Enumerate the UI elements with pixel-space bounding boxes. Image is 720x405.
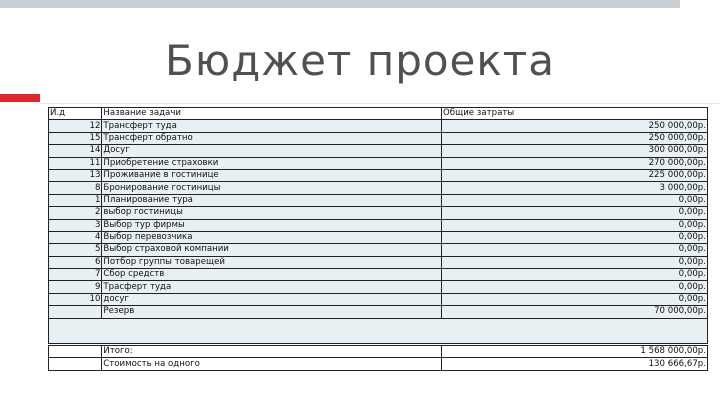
row-id: 5 [49,244,102,256]
accent-bar-red [0,94,40,102]
table-row [49,281,708,293]
row-cost: 3 000,00р. [442,182,708,194]
row-id: 2 [49,207,102,219]
row-id: 6 [49,256,102,268]
row-id: 9 [49,281,102,293]
row-cost: 270 000,00р. [442,157,708,169]
header-task-name: Название задачи [102,108,442,120]
row-cost: 0,00р. [442,231,708,243]
accent-bar-gray [0,0,680,8]
table-row [49,231,708,243]
row-id: 13 [49,169,102,181]
row-task-name: Сбор средств [102,269,442,281]
table-row [49,293,708,305]
total-cost: 1 568 000,00р. [441,346,707,358]
row-id: 1 [49,194,102,206]
row-task-name: досуг [102,293,442,305]
row-id: 7 [49,269,102,281]
row-cost: 0,00р. [442,244,708,256]
divider [40,103,720,104]
row-cost: 300 000,00р. [442,145,708,157]
table-row [49,219,708,231]
row-task-name: Трансферт туда [102,120,442,132]
row-id: 8 [49,182,102,194]
table-row [49,132,708,144]
per-person-cost: 130 666,67р. [441,358,707,370]
row-id: 10 [49,293,102,305]
reserve-id-cell [49,306,102,318]
blank-row [49,318,708,343]
table-row [49,256,708,268]
table-header-row [49,108,708,120]
budget-table [48,107,708,344]
table-row [49,207,708,219]
row-cost: 250 000,00р. [442,132,708,144]
blank-cell [442,318,708,343]
row-task-name: Бронирование гостиницы [102,182,442,194]
row-task-name: Выбор страховой компании [102,244,442,256]
table-row [49,120,708,132]
row-task-name: Проживание в гостинице [102,169,442,181]
reserve-row [49,306,708,318]
row-cost: 0,00р. [442,269,708,281]
row-task-name: Трансферт обратно [102,132,442,144]
row-id: 15 [49,132,102,144]
table-row [49,244,708,256]
row-id: 3 [49,219,102,231]
row-task-name: Потбор группы товарещей [102,256,442,268]
row-task-name: Приобретение страховки [102,157,442,169]
table-row [49,157,708,169]
total-label: Итого: [102,346,442,358]
reserve-cost: 70 000,00р. [442,306,708,318]
row-cost: 0,00р. [442,194,708,206]
header-id: И.д [49,108,102,120]
row-task-name: Трасферт туда [102,281,442,293]
blank-cell [102,318,442,343]
row-cost: 0,00р. [442,207,708,219]
row-id: 12 [49,120,102,132]
header-total-cost: Общие затраты [442,108,708,120]
per-person-label: Стоимость на одного [102,358,442,370]
row-id: 14 [49,145,102,157]
row-cost: 250 000,00р. [442,120,708,132]
row-task-name: выбор гостиницы [102,207,442,219]
table-row [49,269,708,281]
reserve-label: Резерв [102,306,442,318]
row-task-name: Выбор перевозчика [102,231,442,243]
row-id: 4 [49,231,102,243]
total-id-cell [49,346,102,358]
row-cost: 0,00р. [442,293,708,305]
total-row [49,346,708,358]
row-cost: 0,00р. [442,281,708,293]
row-cost: 0,00р. [442,256,708,268]
per-person-row [49,358,708,370]
table-row [49,145,708,157]
totals-table [48,345,708,371]
row-id: 11 [49,157,102,169]
per-person-id-cell [49,358,102,370]
table-row [49,182,708,194]
table-row [49,169,708,181]
row-task-name: Выбор тур фирмы [102,219,442,231]
blank-cell [49,318,102,343]
slide-title: Бюджет проекта [165,36,555,85]
row-task-name: Досуг [102,145,442,157]
row-cost: 225 000,00р. [442,169,708,181]
table-row [49,194,708,206]
row-cost: 0,00р. [442,219,708,231]
row-task-name: Планирование тура [102,194,442,206]
